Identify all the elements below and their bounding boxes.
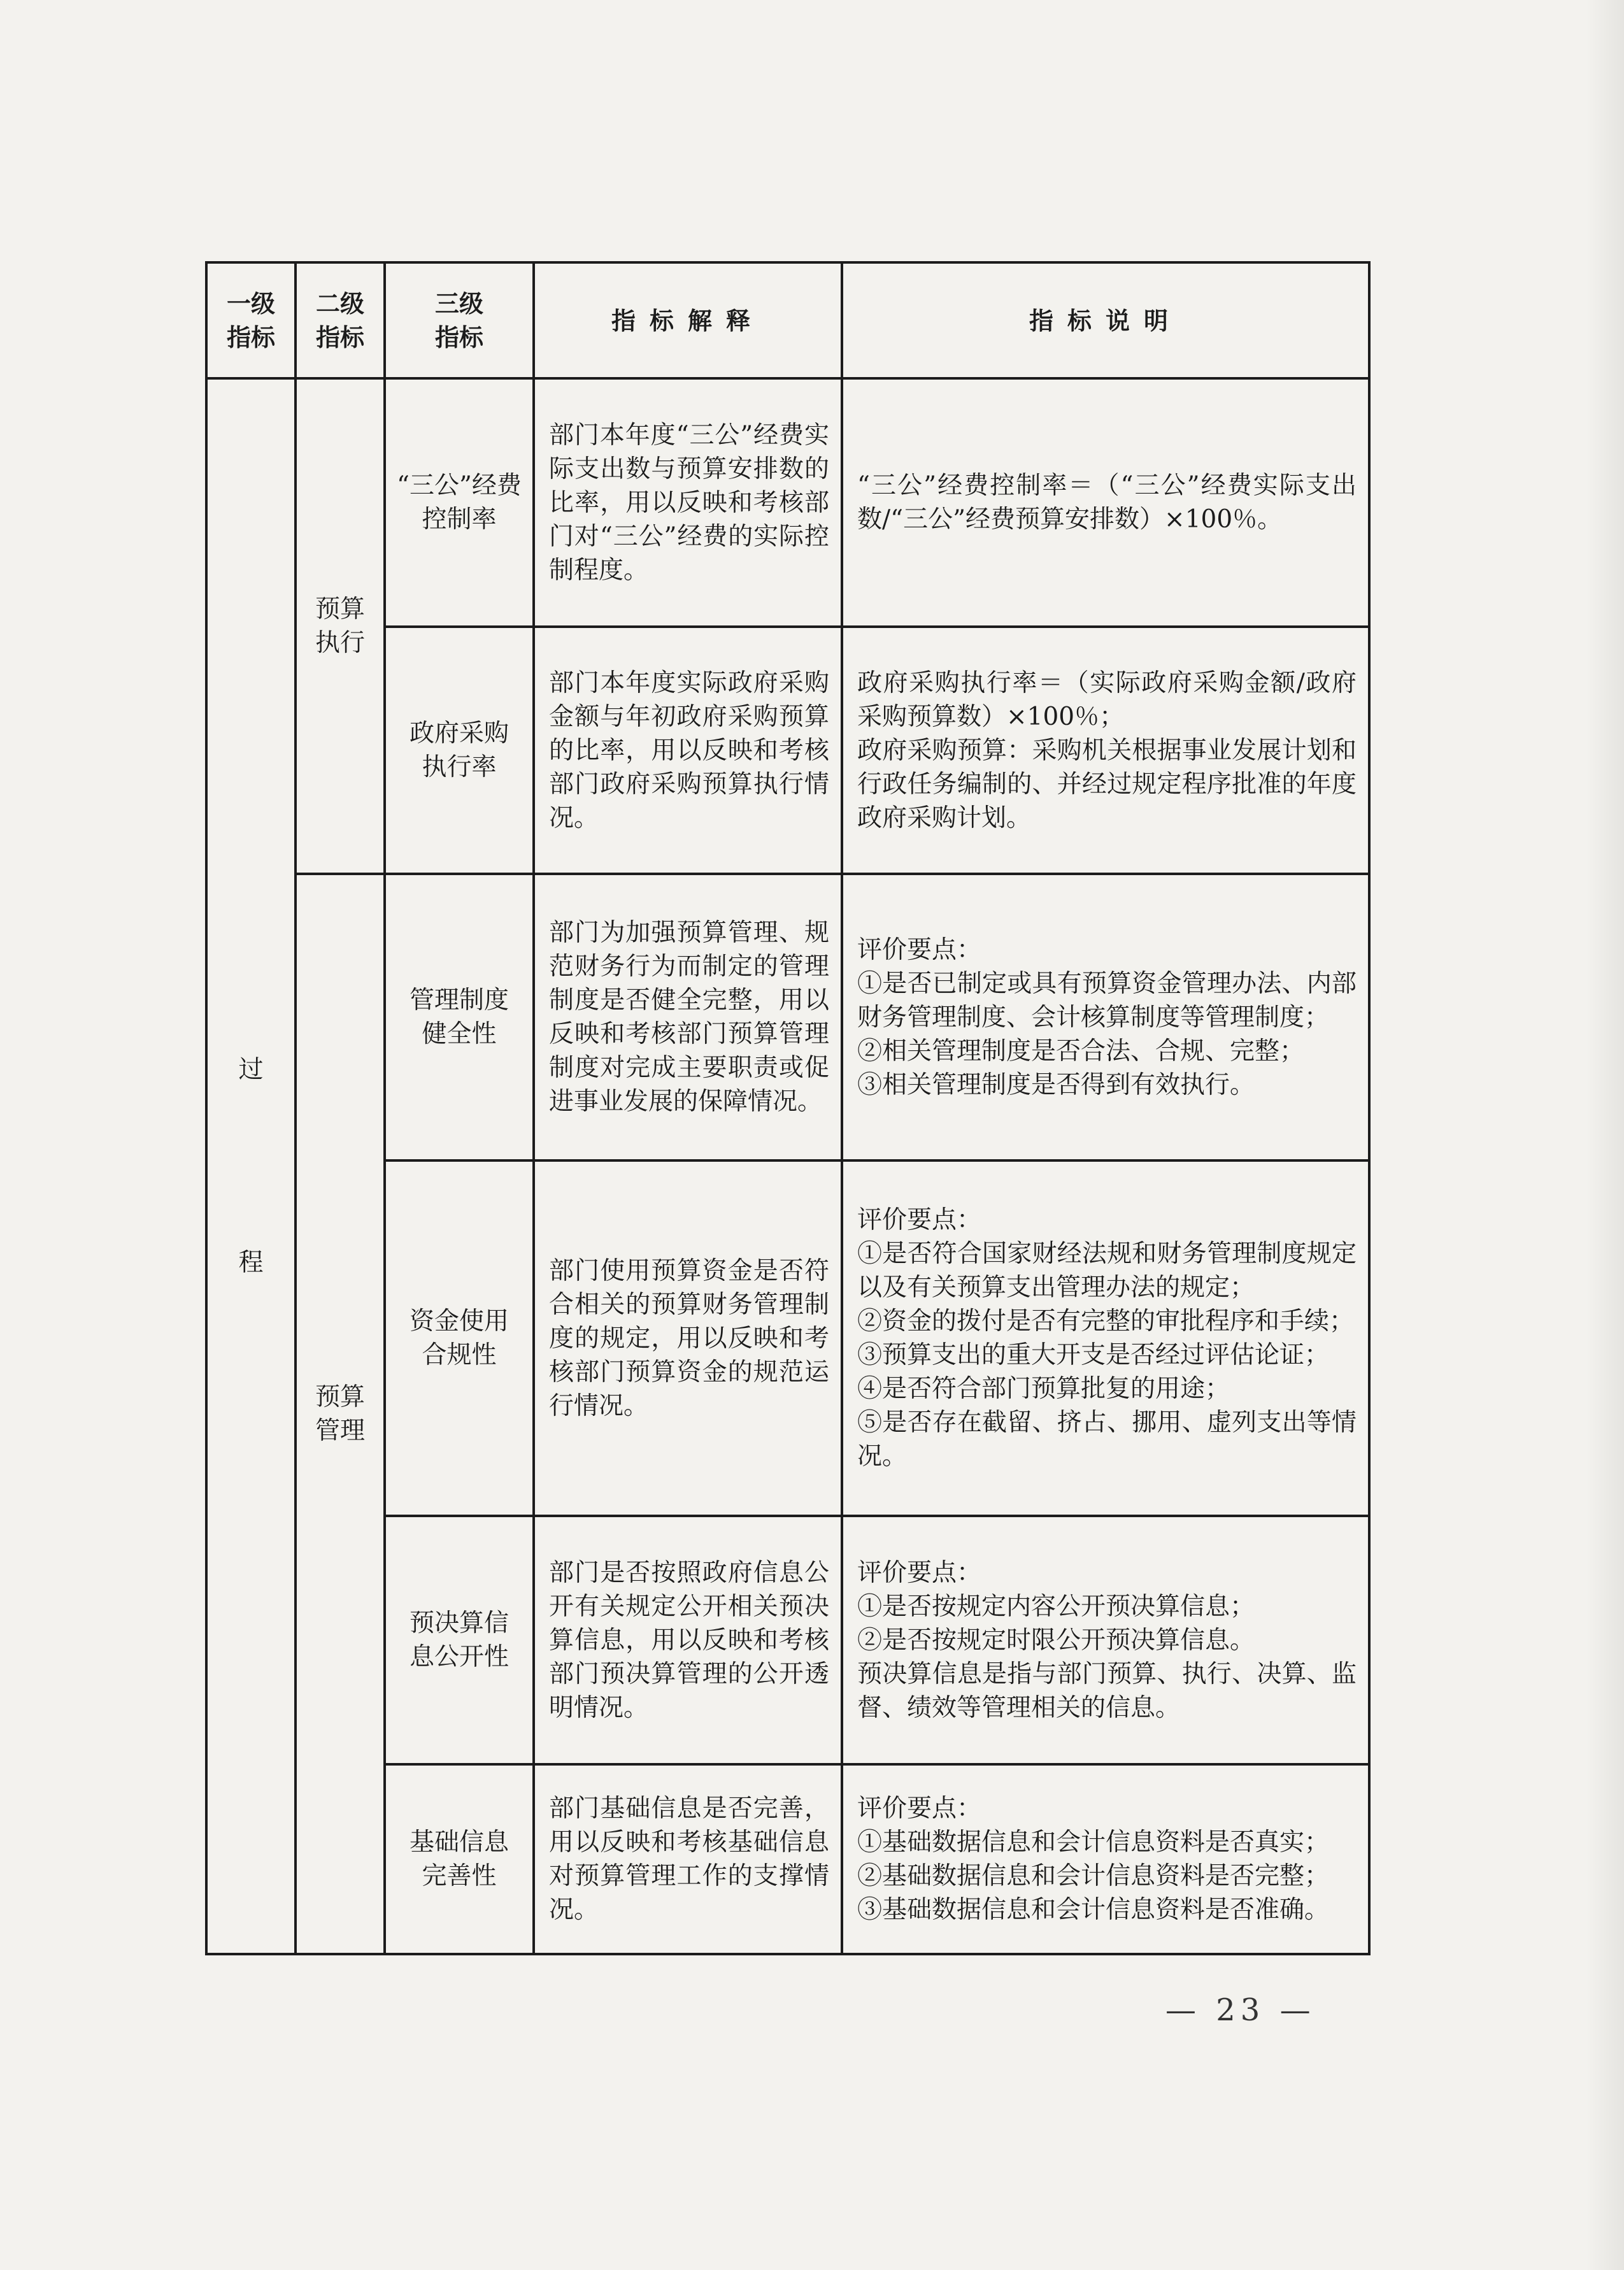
header-level2: 二级 指标	[296, 262, 385, 378]
table-row	[206, 874, 1369, 1160]
header-explanation: 指标解释	[534, 262, 842, 378]
header-level3: 三级 指标	[385, 262, 534, 378]
explanation-cell: 部门本年度“三公”经费实际支出数与预算安排数的比率，用以反映和考核部门对“三公”经费的实际控制程度。	[534, 378, 842, 627]
explanation-cell: 部门为加强预算管理、规范财务行为而制定的管理制度是否健全完整，用以反映和考核部门预算管理制度对完成主要职责或促进事业发展的保障情况。	[534, 874, 842, 1160]
level2-cell: 预算 管理	[296, 874, 385, 1954]
explanation-cell: 部门使用预算资金是否符合相关的预算财务管理制度的规定，用以反映和考核部门预算资金的规范运行情况。	[534, 1160, 842, 1516]
level3-cell: 政府采购 执行率	[385, 627, 534, 874]
header-level1: 一级 指标	[206, 262, 296, 378]
description-cell: 评价要点： ①是否按规定内容公开预决算信息； ②是否按规定时限公开预决算信息。 预决算信息是指与部门预算、执行、决算、监督、绩效等管理相关的信息。	[842, 1516, 1369, 1764]
level1-cell: 过 程	[206, 378, 296, 1954]
explanation-cell: 部门本年度实际政府采购金额与年初政府采购预算的比率，用以反映和考核部门政府采购预算执行情况。	[534, 627, 842, 874]
description-cell: 政府采购执行率＝（实际政府采购金额/政府采购预算数）×100％； 政府采购预算：采购机关根据事业发展计划和行政任务编制的、并经过规定程序批准的年度政府采购计划。	[842, 627, 1369, 874]
description-cell: 评价要点： ①是否已制定或具有预算资金管理办法、内部财务管理制度、会计核算制度等管理制度； ②相关管理制度是否合法、合规、完整； ③相关管理制度是否得到有效执行。	[842, 874, 1369, 1160]
table-row	[206, 378, 1369, 627]
level3-cell: 预决算信 息公开性	[385, 1516, 534, 1764]
level2-cell: 预算 执行	[296, 378, 385, 874]
level3-cell: 管理制度 健全性	[385, 874, 534, 1160]
page-number: — 23 —	[1165, 1992, 1316, 2028]
table-header-row	[206, 262, 1369, 378]
level3-cell: “三公”经费 控制率	[385, 378, 534, 627]
page-edge-shadow	[1586, 0, 1624, 2270]
header-description: 指标说明	[842, 262, 1369, 378]
explanation-cell: 部门是否按照政府信息公开有关规定公开相关预决算信息，用以反映和考核部门预决算管理的公开透明情况。	[534, 1516, 842, 1764]
description-cell: “三公”经费控制率＝（“三公”经费实际支出数/“三公”经费预算安排数）×100％。	[842, 378, 1369, 627]
level3-cell: 基础信息 完善性	[385, 1764, 534, 1954]
description-cell: 评价要点： ①是否符合国家财经法规和财务管理制度规定以及有关预算支出管理办法的规定； ②资金的拨付是否有完整的审批程序和手续； ③预算支出的重大开支是否经过评估论证； ④是否符合部门预算批复的用途； ⑤是否存在截留、挤占、挪用、虚列支出等情况。	[842, 1160, 1369, 1516]
explanation-cell: 部门基础信息是否完善，用以反映和考核基础信息对预算管理工作的支撑情况。	[534, 1764, 842, 1954]
level3-cell: 资金使用 合规性	[385, 1160, 534, 1516]
description-cell: 评价要点： ①基础数据信息和会计信息资料是否真实； ②基础数据信息和会计信息资料是否完整； ③基础数据信息和会计信息资料是否准确。	[842, 1764, 1369, 1954]
indicator-table	[205, 261, 1371, 1955]
